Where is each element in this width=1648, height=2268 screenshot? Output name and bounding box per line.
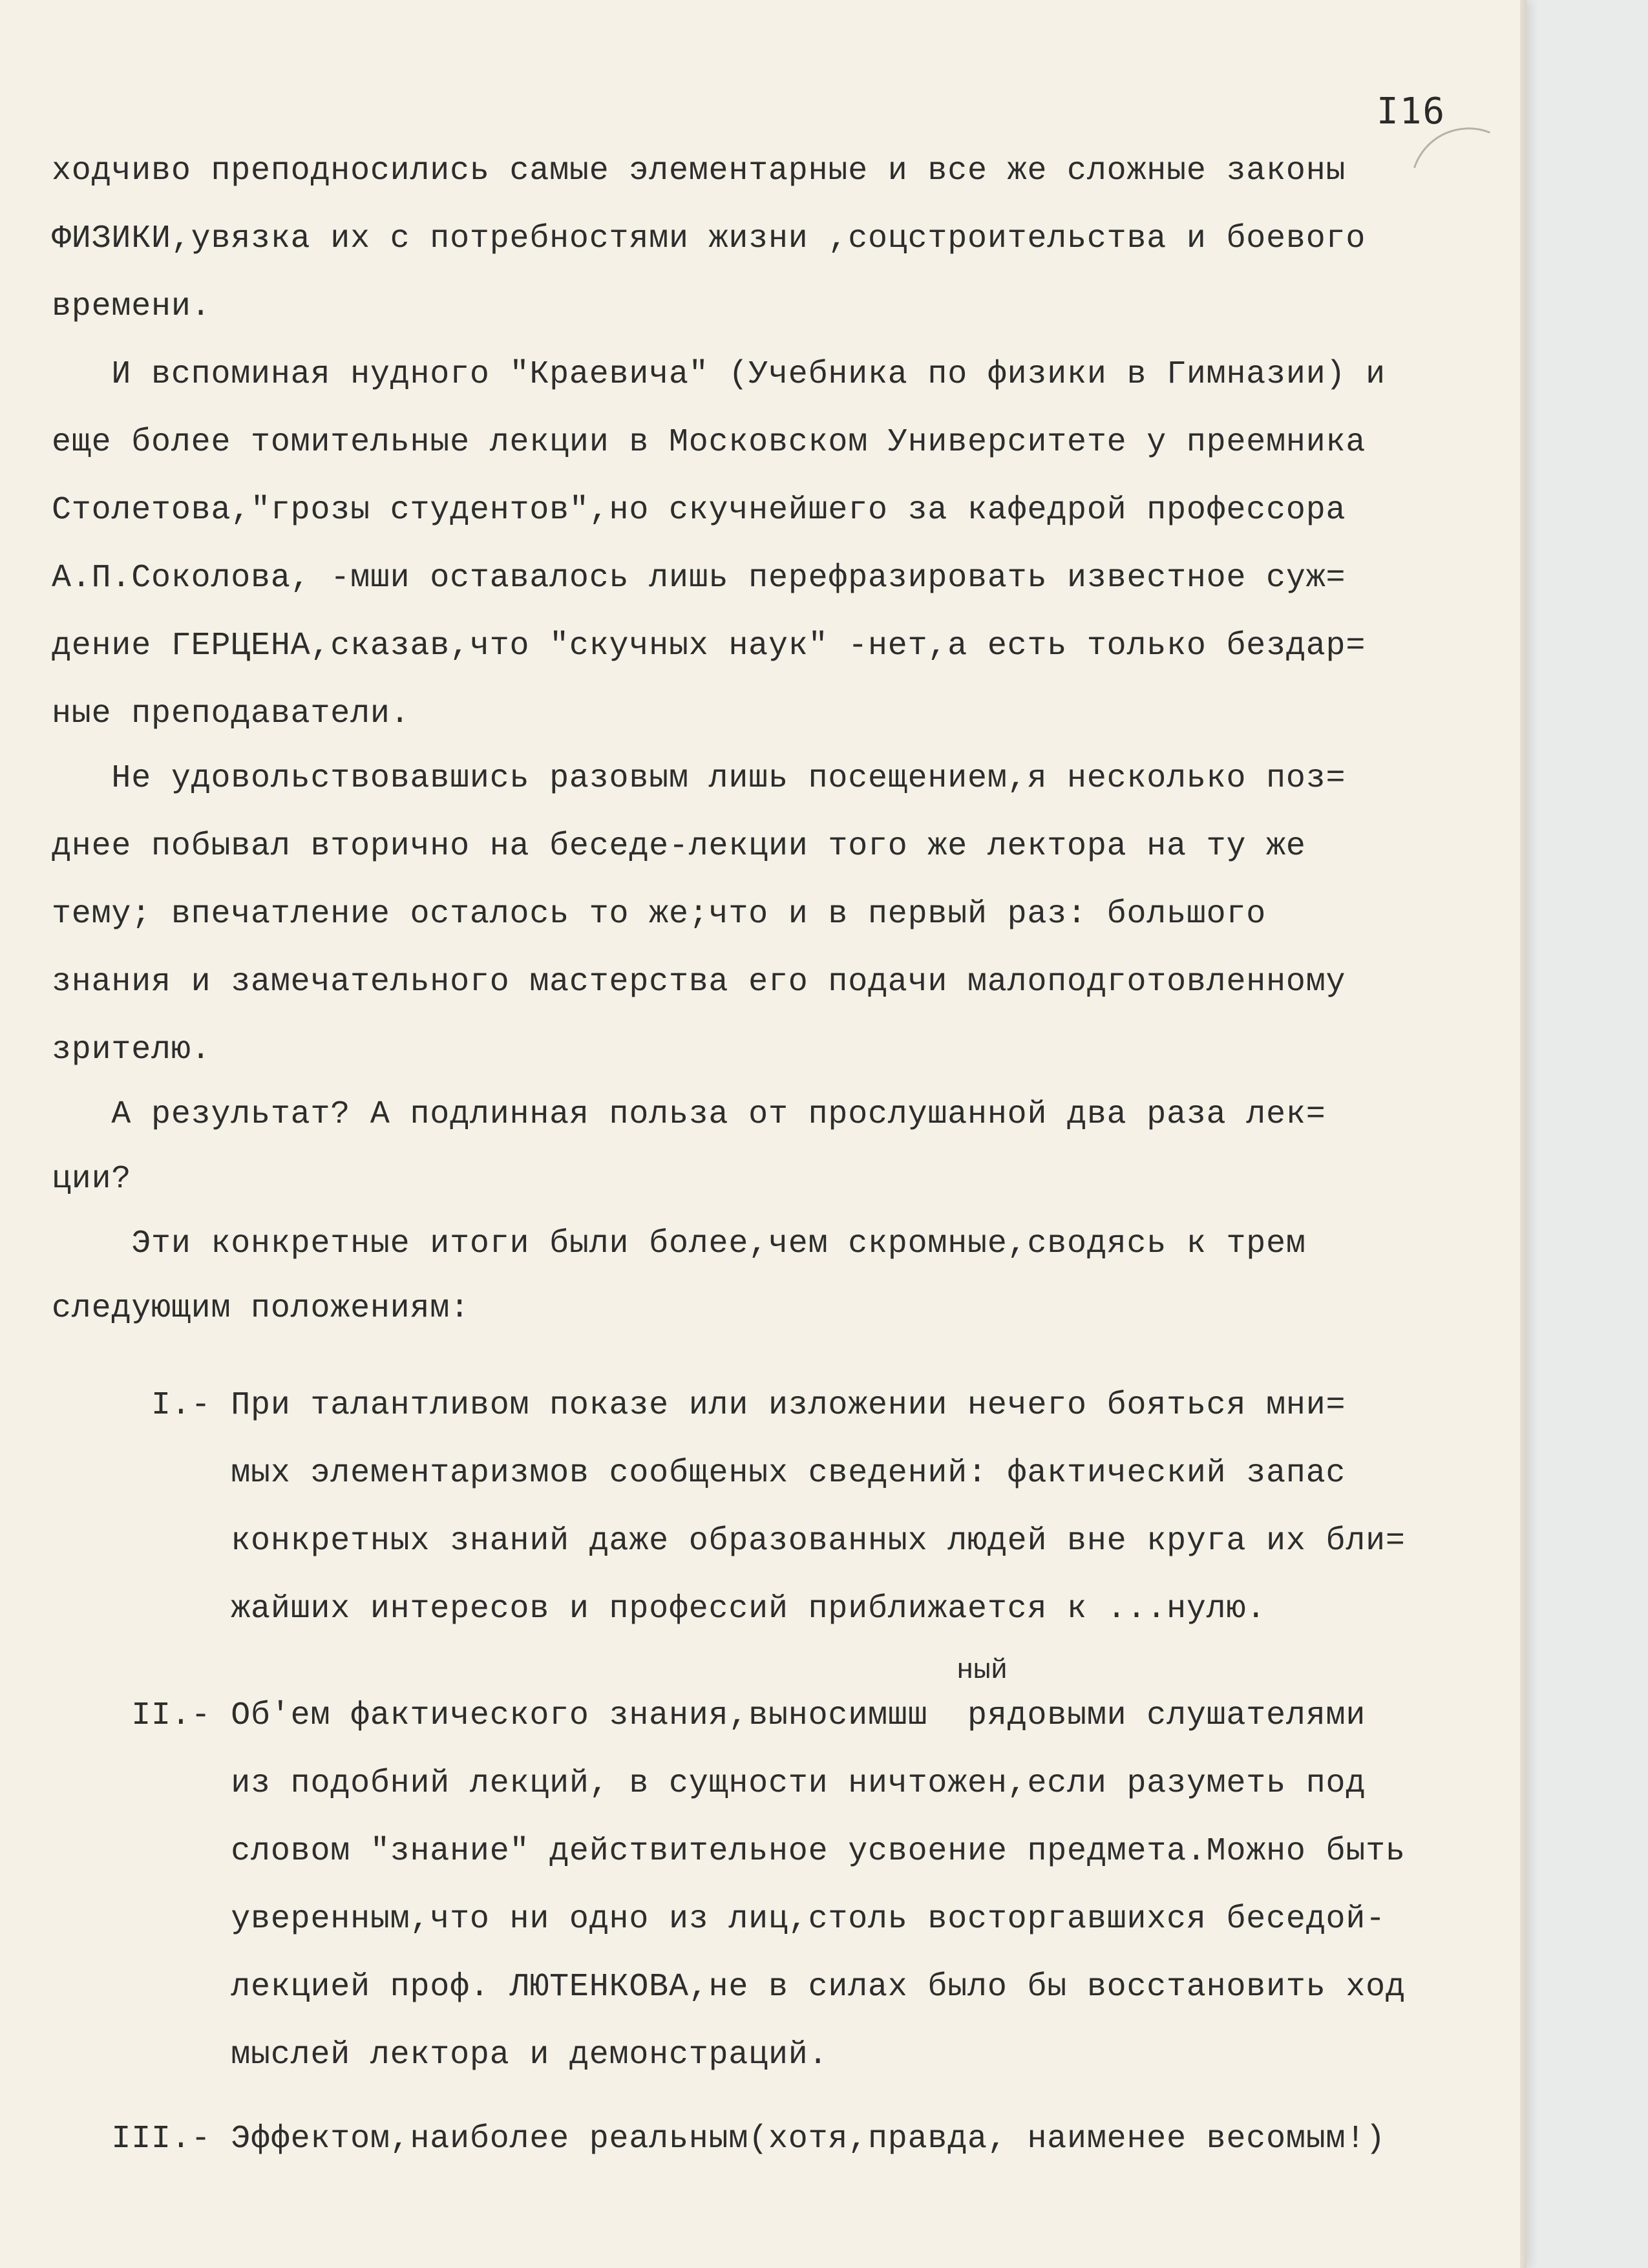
list-item-line: II.- Об'ем фактического знания,выносимшш рядовыми слушателями (52, 1697, 1366, 1734)
list-item-line: мых элементаризмов сообщеных сведений: фактический запас (52, 1455, 1346, 1492)
text-line: Эти конкретные итоги были более,чем скромные,сводясь к трем (52, 1225, 1306, 1262)
text-line: Столетова,"грозы студентов",но скучнейшего за кафедрой профессора (52, 492, 1346, 529)
page-edge (1520, 0, 1527, 2268)
list-item-line: конкретных знаний даже образованных людей вне круга их бли= (52, 1523, 1406, 1560)
text-line: ции? (52, 1161, 132, 1198)
text-line: времени. (52, 288, 211, 325)
text-line: ные преподаватели. (52, 695, 410, 732)
interlinear-correction: ный (956, 1655, 1008, 1687)
text-line: А.П.Соколова, -мши оставалось лишь перефразировать известное суж= (52, 560, 1346, 597)
text-line: А результат? А подлинная польза от прослушанной два раза лек= (52, 1096, 1326, 1133)
page-number: I16 (1377, 90, 1446, 132)
text-line: дение ГЕРЦЕНА,сказав,что "скучных наук" -нет,а есть только бездар= (52, 628, 1366, 664)
list-item-line: мыслей лектора и демонстраций. (52, 2037, 829, 2073)
list-item-line: I.- При талантливом показе или изложении нечего бояться мни= (52, 1387, 1346, 1424)
list-item-line: III.- Эффектом,наиболее реальным(хотя,правда, наименее весомым!) (52, 2121, 1386, 2157)
list-item-line: уверенным,что ни одно из лиц,столь восторгавшихся беседой- (52, 1901, 1386, 1938)
text-line: тему; впечатление осталось то же;что и в первый раз: большого (52, 896, 1267, 933)
text-line: зрителю. (52, 1032, 211, 1068)
text-line: И вспоминая нудного "Краевича" (Учебника по физики в Гимназии) и (52, 356, 1386, 393)
text-line: ходчиво преподносились самые элементарные и все же сложные законы (52, 153, 1346, 189)
text-line: Не удовольствовавшись разовым лишь посещением,я несколько поз= (52, 760, 1346, 797)
list-item-line: лекцией проф. ЛЮТЕНКОВА,не в силах было бы восстановить ход (52, 1969, 1406, 2006)
list-item-line: жайших интересов и профессий приближается к ...нулю. (52, 1591, 1267, 1627)
text-line: знания и замечательного мастерства его подачи малоподготовленному (52, 964, 1346, 1001)
text-line: днее побывал вторично на беседе-лекции того же лектора на ту же (52, 828, 1306, 865)
list-item-line: словом "знание" действительное усвоение предмета.Можно быть (52, 1833, 1406, 1870)
list-item-line: из подобний лекций, в сущности ничтожен,если разуметь под (52, 1765, 1366, 1802)
text-line: еще более томительные лекции в Московском Университете у преемника (52, 424, 1366, 461)
text-line: ФИЗИКИ,увязка их с потребностями жизни ,соцстроительства и боевого (52, 220, 1366, 257)
text-line: следующим положениям: (52, 1290, 470, 1327)
